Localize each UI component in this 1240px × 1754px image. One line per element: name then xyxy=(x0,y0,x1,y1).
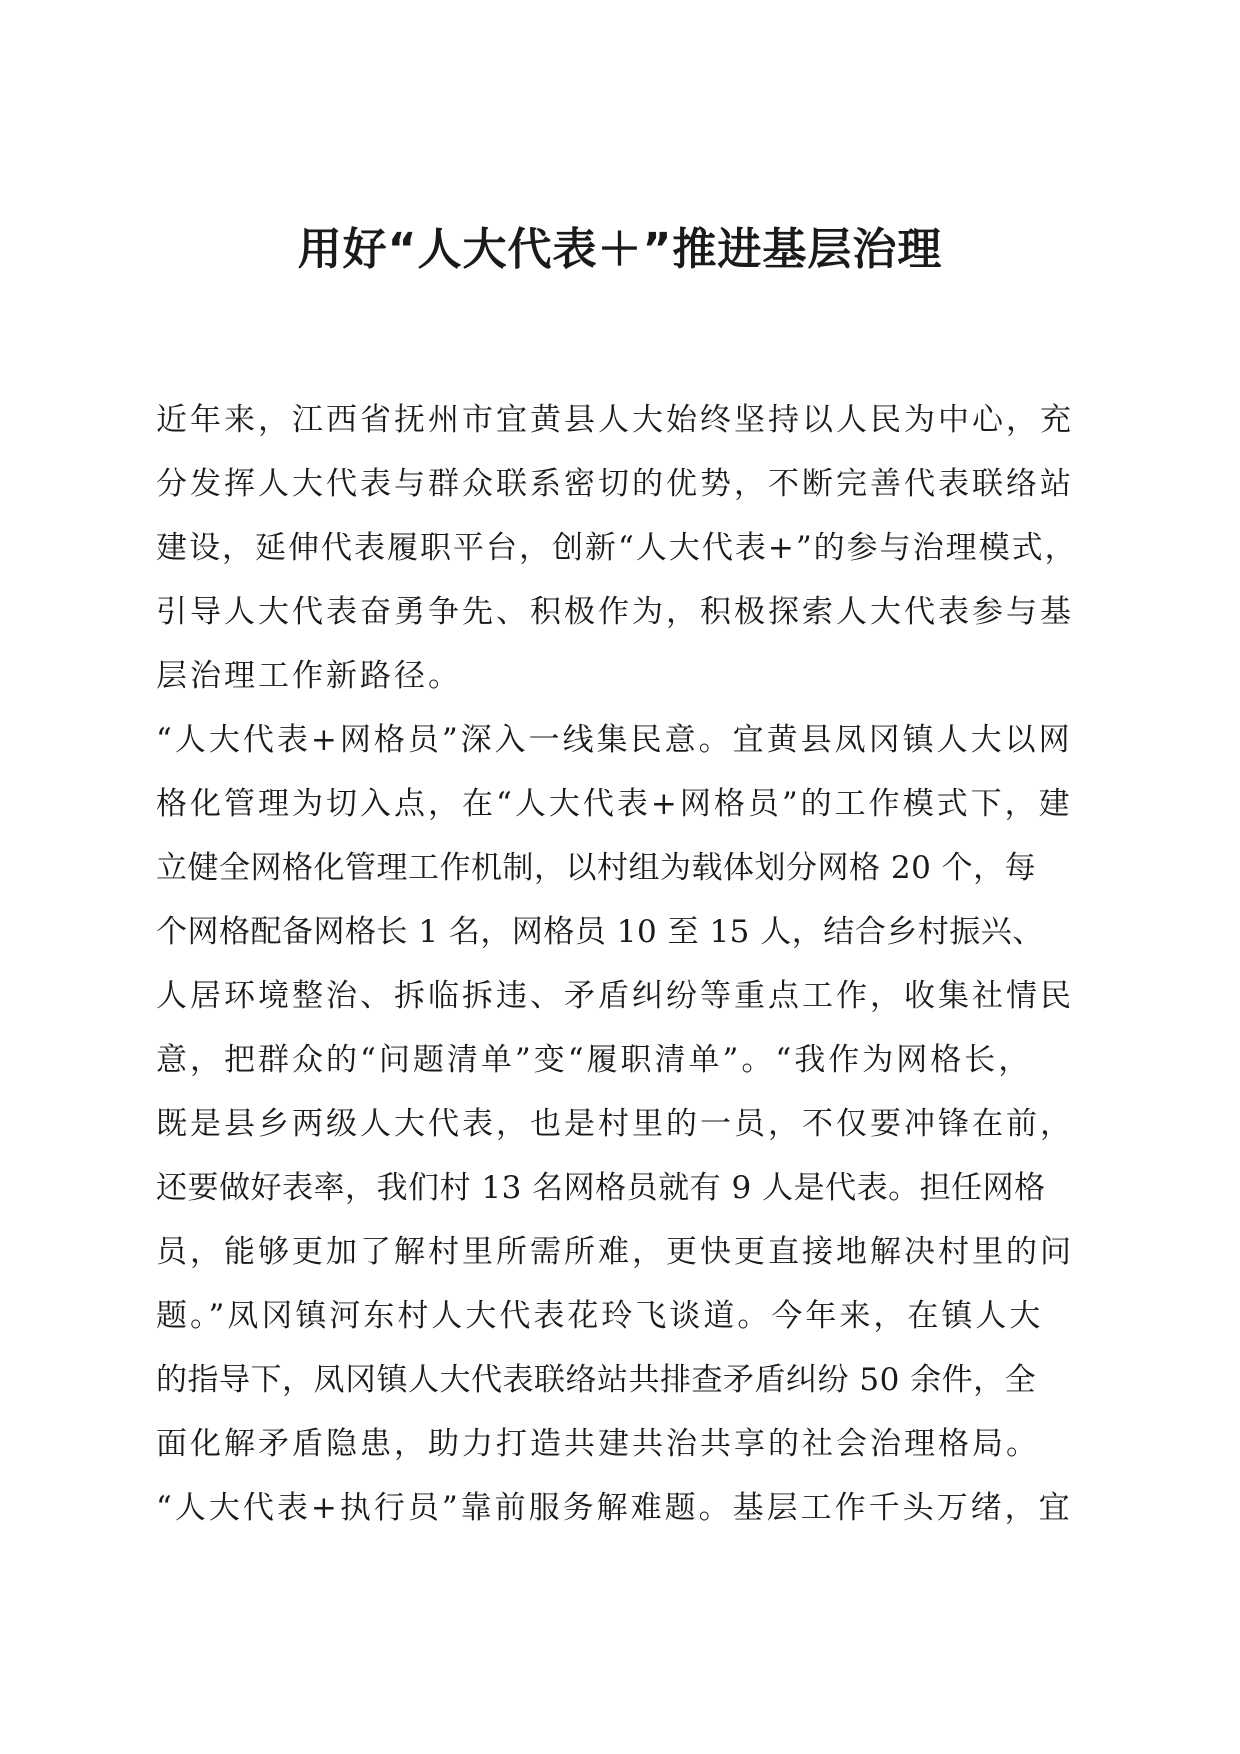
body-line: 的指导下，凤冈镇人大代表联络站共排查矛盾纠纷 50 余件，全 xyxy=(156,1362,1037,1398)
body-line: 引导人大代表奋勇争先、积极作为，积极探索人大代表参与基 xyxy=(156,594,1074,630)
body-line: 人居环境整治、拆临拆违、矛盾纠纷等重点工作，收集社情民 xyxy=(156,978,1074,1014)
body-line: 格化管理为切入点，在“人大代表+网格员”的工作模式下，建 xyxy=(156,786,1073,822)
body-line: 员，能够更加了解村里所需所难，更快更直接地解决村里的问 xyxy=(156,1234,1074,1270)
body-line: 还要做好表率，我们村 13 名网格员就有 9 人是代表。担任网格 xyxy=(156,1170,1046,1206)
body-line: 个网格配备网格长 1 名，网格员 10 至 15 人，结合乡村振兴、 xyxy=(156,914,1044,950)
body-line: 立健全网格化管理工作机制，以村组为载体划分网格 20 个，每 xyxy=(156,850,1037,886)
body-line: 意，把群众的“问题清单”变“履职清单”。“我作为网格长， xyxy=(156,1042,1033,1078)
body-line: 既是县乡两级人大代表，也是村里的一员，不仅要冲锋在前， xyxy=(156,1106,1074,1142)
body-line: 建设，延伸代表履职平台，创新“人大代表+”的参与治理模式， xyxy=(156,530,1078,566)
body-line: 层治理工作新路径。 xyxy=(156,658,462,694)
body-line: “人大代表+网格员”深入一线集民意。宜黄县凤冈镇人大以网 xyxy=(156,722,1073,758)
document-title: 用好“人大代表＋”推进基层治理 xyxy=(297,224,943,275)
document-body xyxy=(156,388,1086,1540)
body-line: 近年来，江西省抚州市宜黄县人大始终坚持以人民为中心，充 xyxy=(156,402,1074,438)
body-line: “人大代表+执行员”靠前服务解难题。基层工作千头万绪，宜 xyxy=(156,1490,1073,1526)
body-line: 题。”凤冈镇河东村人大代表花玲飞谈道。今年来，在镇人大 xyxy=(156,1298,1044,1334)
body-line: 面化解矛盾隐患，助力打造共建共治共享的社会治理格局。 xyxy=(156,1426,1040,1462)
body-line: 分发挥人大代表与群众联系密切的优势，不断完善代表联络站 xyxy=(156,466,1074,502)
